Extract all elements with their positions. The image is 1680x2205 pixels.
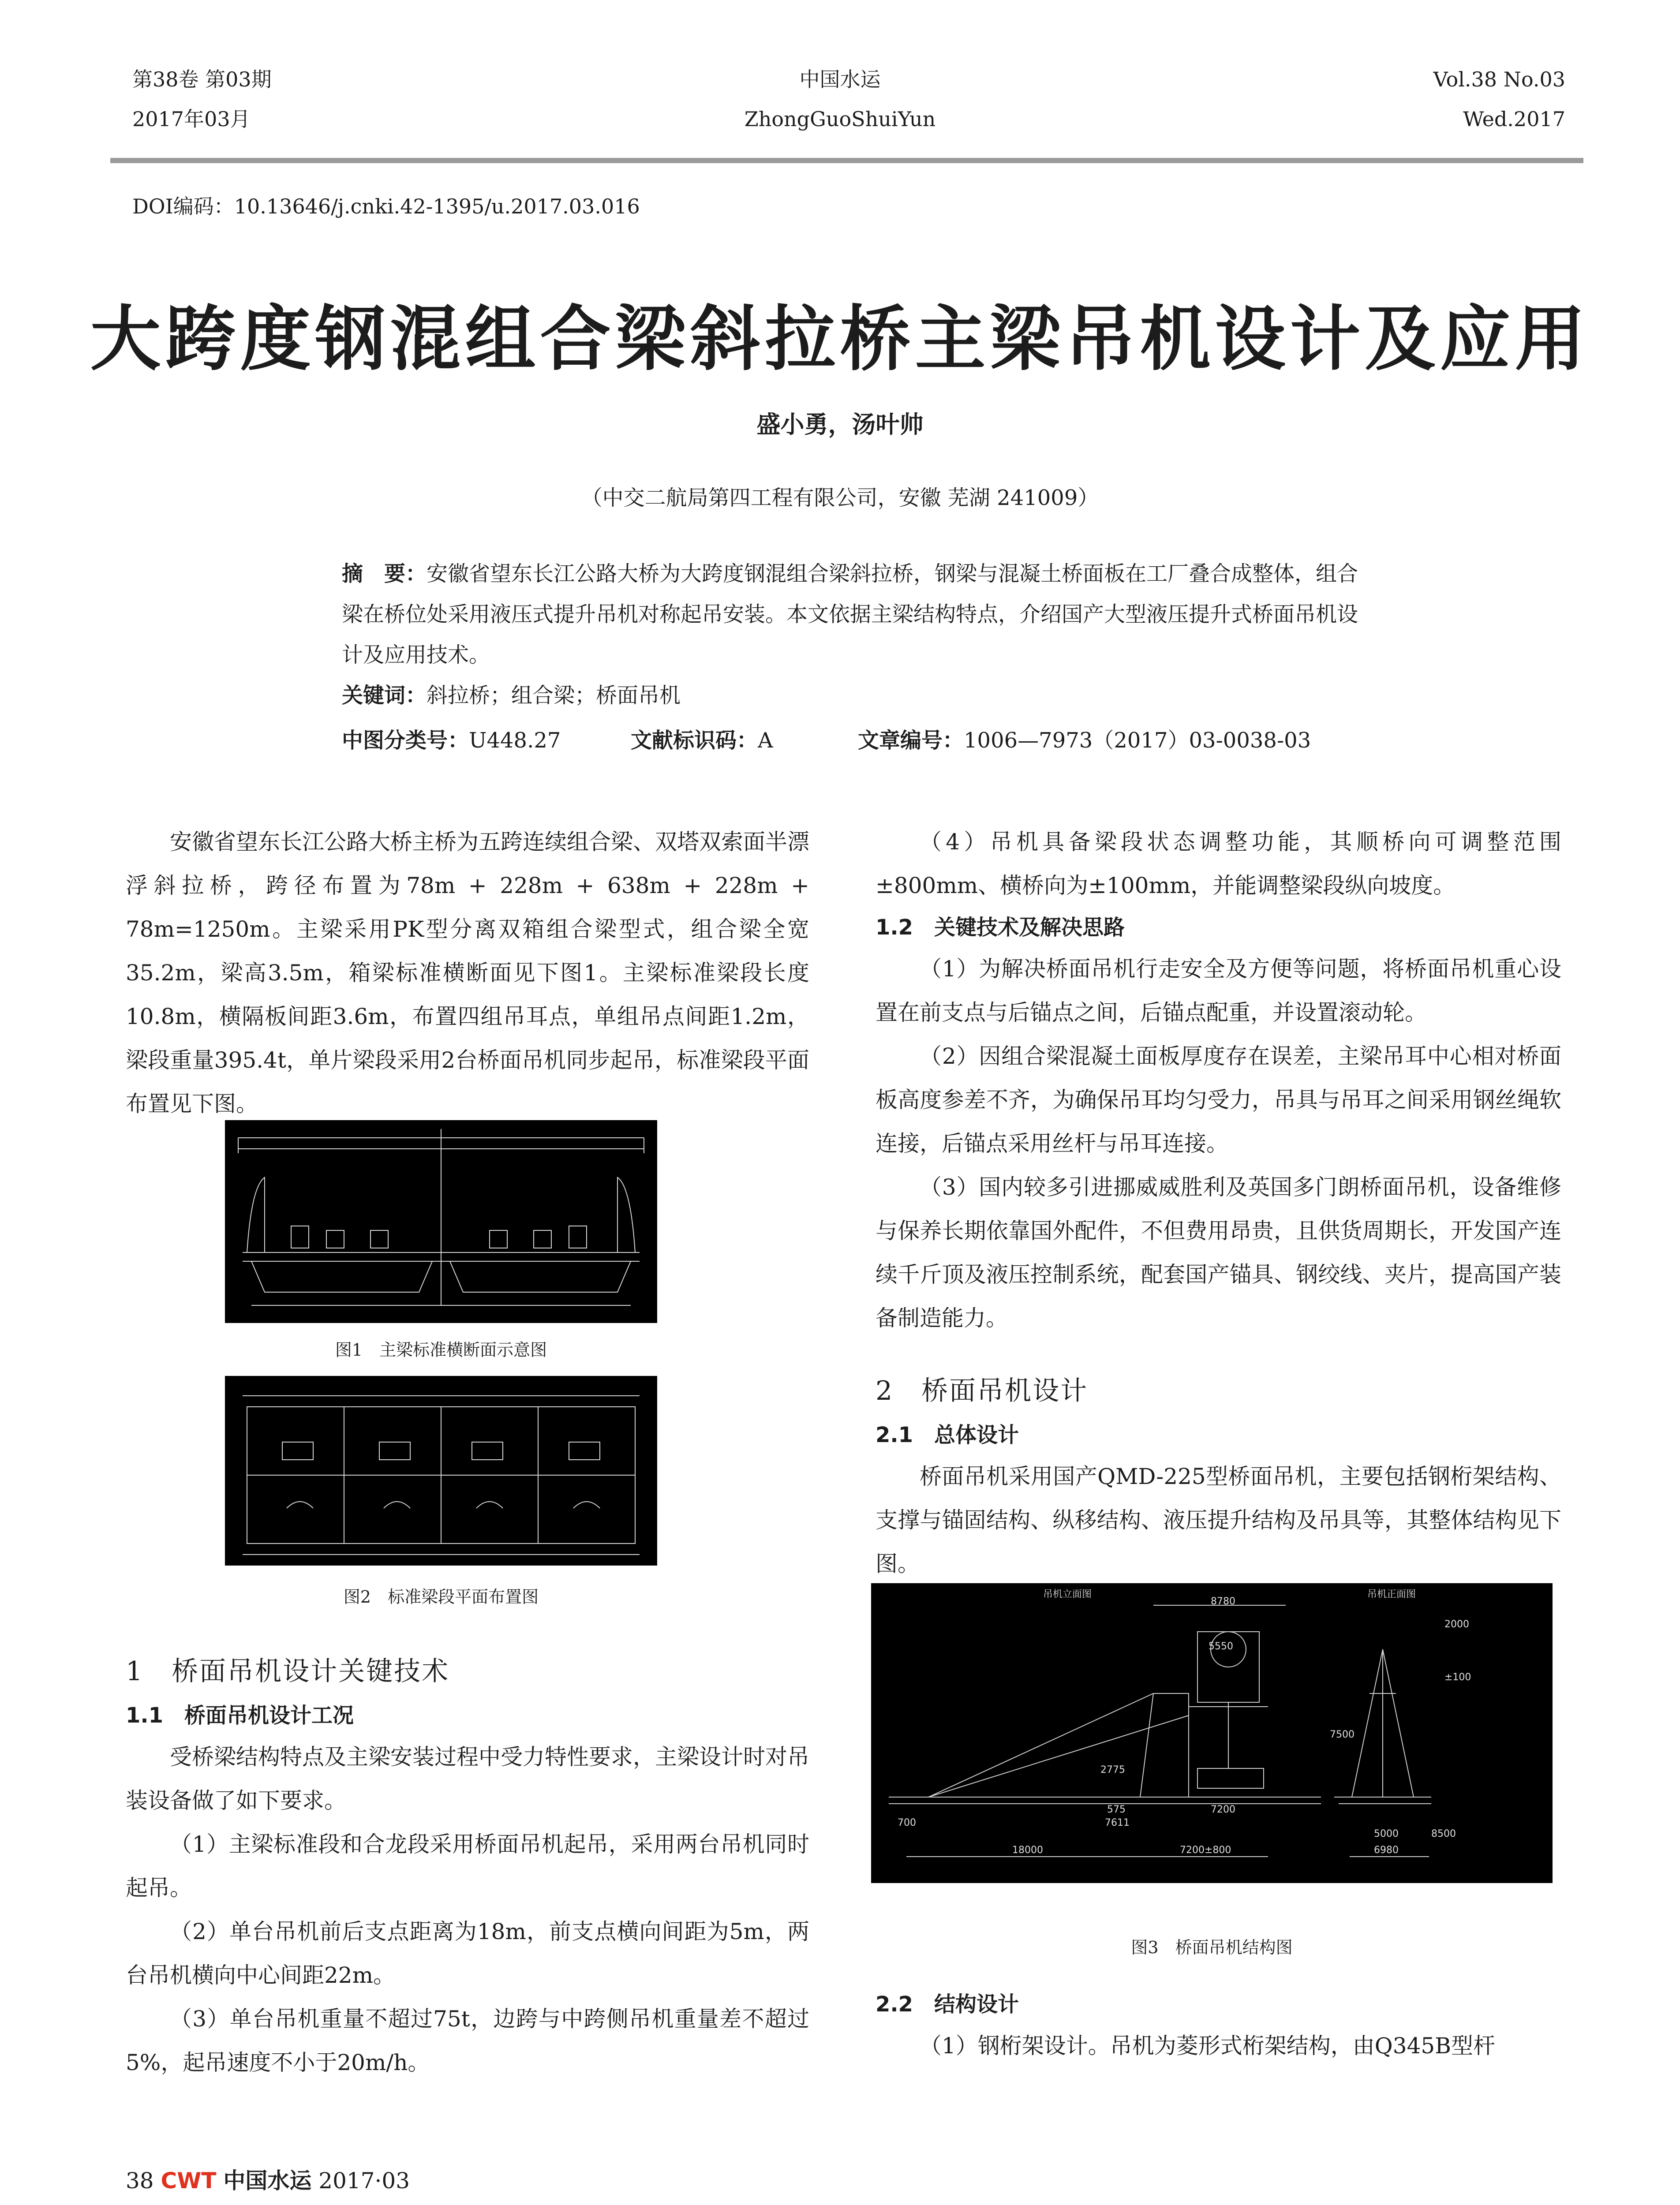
fig3-dim-2000: 2000 — [1444, 1619, 1469, 1630]
figure-2-drawing — [225, 1376, 657, 1566]
clc — [342, 723, 561, 754]
clc-label: 中图分类号： — [342, 728, 469, 753]
cwt-logo: CWT — [161, 2168, 217, 2194]
figure-1 — [225, 1120, 657, 1323]
fig3-side-title: 吊机立面图 — [1043, 1589, 1092, 1600]
doi: DOI编码：10.13646/j.cnki.42-1395/u.2017.03.016 — [132, 194, 640, 218]
article-number — [858, 723, 1311, 754]
left-column-section-1 — [126, 1647, 809, 2085]
figure-1-caption: 图1 主梁标准横断面示意图 — [335, 1340, 547, 1360]
section-2-1-heading: 2.1 总体设计 — [876, 1423, 1019, 1447]
fig3-dim-2775: 2775 — [1100, 1764, 1125, 1775]
fig3-dim-7500: 7500 — [1330, 1729, 1354, 1740]
footer-journal: 中国水运 — [223, 2168, 312, 2194]
section-1-2-heading: 1.2 关键技术及解决思路 — [876, 915, 1125, 940]
fig3-dim-8500: 8500 — [1431, 1828, 1456, 1839]
fig3-dim-6980: 6980 — [1374, 1845, 1399, 1856]
keywords-text: 斜拉桥；组合梁；桥面吊机 — [427, 683, 681, 708]
article-number-value: 1006—7973（2017）03-0038-03 — [964, 728, 1311, 753]
abstract — [342, 553, 1361, 675]
fig3-dim-575: 575 — [1107, 1804, 1126, 1815]
abstract-text: 安徽省望东长江公路大桥为大跨度钢混组合梁斜拉桥，钢梁与混凝土桥面板在工厂叠合成整体，组合梁在桥位处采用液压式提升吊机对称起吊安装。本文依据主梁结构特点，介绍国产大型液压提升式桥面吊机设计及应用技术。 — [342, 561, 1358, 667]
section-1-1-heading: 1.1 桥面吊机设计工况 — [126, 1703, 354, 1728]
article-number-label: 文章编号： — [858, 728, 964, 753]
section-2-heading: 2 桥面吊机设计 — [876, 1375, 1089, 1406]
header-journal-cn: 中国水运 — [799, 67, 881, 91]
figure-1-drawing — [225, 1120, 657, 1323]
fig3-dim-7200: 7200 — [1211, 1804, 1235, 1815]
left-column-intro — [126, 820, 809, 1126]
requirement-4: （4）吊机具备梁段状态调整功能，其顺桥向可调整范围±800mm、横桥向为±100mm，并能调整梁段纵向坡度。 — [876, 829, 1561, 898]
figure-3-caption: 图3 桥面吊机结构图 — [1131, 1938, 1293, 1957]
footer-issue: 2017·03 — [318, 2168, 410, 2194]
fig3-dim-5550: 5550 — [1209, 1641, 1233, 1652]
doc-code — [631, 723, 773, 754]
section-1-1-item-2: （2）单台吊机前后支点距离为18m，前支点横向间距为5m，两台吊机横向中心间距22m。 — [126, 1919, 809, 1988]
fig3-front-title: 吊机正面图 — [1367, 1589, 1416, 1600]
doc-code-value: A — [758, 728, 773, 753]
section-2-2-paragraph: （1）钢桁架设计。吊机为菱形式桁架结构，由Q345B型杆 — [920, 2033, 1495, 2059]
abstract-label: 摘 要： — [342, 561, 427, 586]
fig3-dim-700: 700 — [898, 1817, 916, 1828]
header-date: 2017年03月 — [132, 107, 251, 131]
intro-paragraph: 安徽省望东长江公路大桥主桥为五跨连续组合梁、双塔双索面半漂浮斜拉桥，跨径布置为78m + 228m + 638m + 228m + 78m=1250m。主梁采用PK型分离双箱组合梁型式，组合梁全宽35.2m，梁高3.5m，箱梁标准横断面见下图1。主梁标准梁段长度10.8m，横隔板间距3.6m，布置四组吊耳点，单组吊点间距1.2m，梁段重量395.4t，单片梁段采用2台桥面吊机同步起吊，标准梁段平面布置见下图。 — [126, 829, 809, 1117]
doc-code-label: 文献标识码： — [631, 728, 758, 753]
affiliation: （中交二航局第四工程有限公司，安徽 芜湖 241009） — [581, 486, 1099, 510]
fig3-dim-100: ±100 — [1444, 1672, 1471, 1683]
section-1-1-paragraph-1: 受桥梁结构特点及主梁安装过程中受力特性要求，主梁设计时对吊装设备做了如下要求。 — [126, 1744, 809, 1813]
figure-3-drawing — [871, 1583, 1553, 1883]
header-volume: 第38卷 第03期 — [132, 67, 272, 91]
paper-title: 大跨度钢混组合梁斜拉桥主梁吊机设计及应用 — [90, 297, 1590, 380]
header-date-en: Wed.2017 — [1463, 107, 1565, 131]
solution-2: （2）因组合梁混凝土面板厚度存在误差，主梁吊耳中心相对桥面板高度参差不齐，为确保吊耳均匀受力，吊具与吊耳之间采用钢丝绳软连接，后锚点采用丝杆与吊耳连接。 — [876, 1043, 1561, 1156]
section-2-1-paragraph: 桥面吊机采用国产QMD-225型桥面吊机，主要包括钢桁架结构、支撑与锚固结构、纵移结构、液压提升结构及吊具等，其整体结构见下图。 — [876, 1464, 1561, 1577]
figure-2-caption: 图2 标准梁段平面布置图 — [343, 1587, 539, 1607]
figure-2 — [225, 1376, 657, 1566]
fig3-dim-18000: 18000 — [1012, 1845, 1043, 1856]
fig3-dim-7611: 7611 — [1105, 1817, 1130, 1828]
section-2-2-heading: 2.2 结构设计 — [876, 1992, 1019, 2017]
keywords-label: 关键词： — [342, 683, 427, 708]
section-1-1-item-3: （3）单台吊机重量不超过75t，边跨与中跨侧吊机重量差不超过5%，起吊速度不小于20m/h。 — [126, 2006, 809, 2075]
footer — [126, 2163, 410, 2195]
keywords — [342, 678, 681, 709]
clc-value: U448.27 — [469, 728, 561, 753]
fig3-dim-5000: 5000 — [1374, 1828, 1399, 1839]
section-1-heading: 1 桥面吊机设计关键技术 — [126, 1656, 450, 1687]
figure-3 — [871, 1583, 1553, 1883]
section-1-1-item-1: （1）主梁标准段和合龙段采用桥面吊机起吊，采用两台吊机同时起吊。 — [126, 1831, 809, 1901]
solution-1: （1）为解决桥面吊机行走安全及方便等问题，将桥面吊机重心设置在前支点与后锚点之间，后锚点配重，并设置滚动轮。 — [876, 956, 1561, 1025]
header-vol-en: Vol.38 No.03 — [1433, 67, 1565, 91]
authors: 盛小勇，汤叶帅 — [756, 410, 924, 438]
fig3-dim-7200pm: 7200±800 — [1180, 1845, 1231, 1856]
solution-3: （3）国内较多引进挪威威胜利及英国多门朗桥面吊机，设备维修与保养长期依靠国外配件，不但费用昂贵，且供货周期长，开发国产连续千斤顶及液压控制系统，配套国产锚具、钢绞线、夹片，提高国产装备制造能力。 — [876, 1174, 1561, 1331]
right-column-top — [876, 820, 1561, 1586]
right-column-section-2-2 — [876, 1984, 1561, 2068]
header-journal-pinyin: ZhongGuoShuiYun — [744, 107, 936, 131]
fig3-dim-8780: 8780 — [1211, 1596, 1235, 1607]
header-rule — [110, 158, 1583, 163]
page-number: 38 — [126, 2168, 154, 2194]
